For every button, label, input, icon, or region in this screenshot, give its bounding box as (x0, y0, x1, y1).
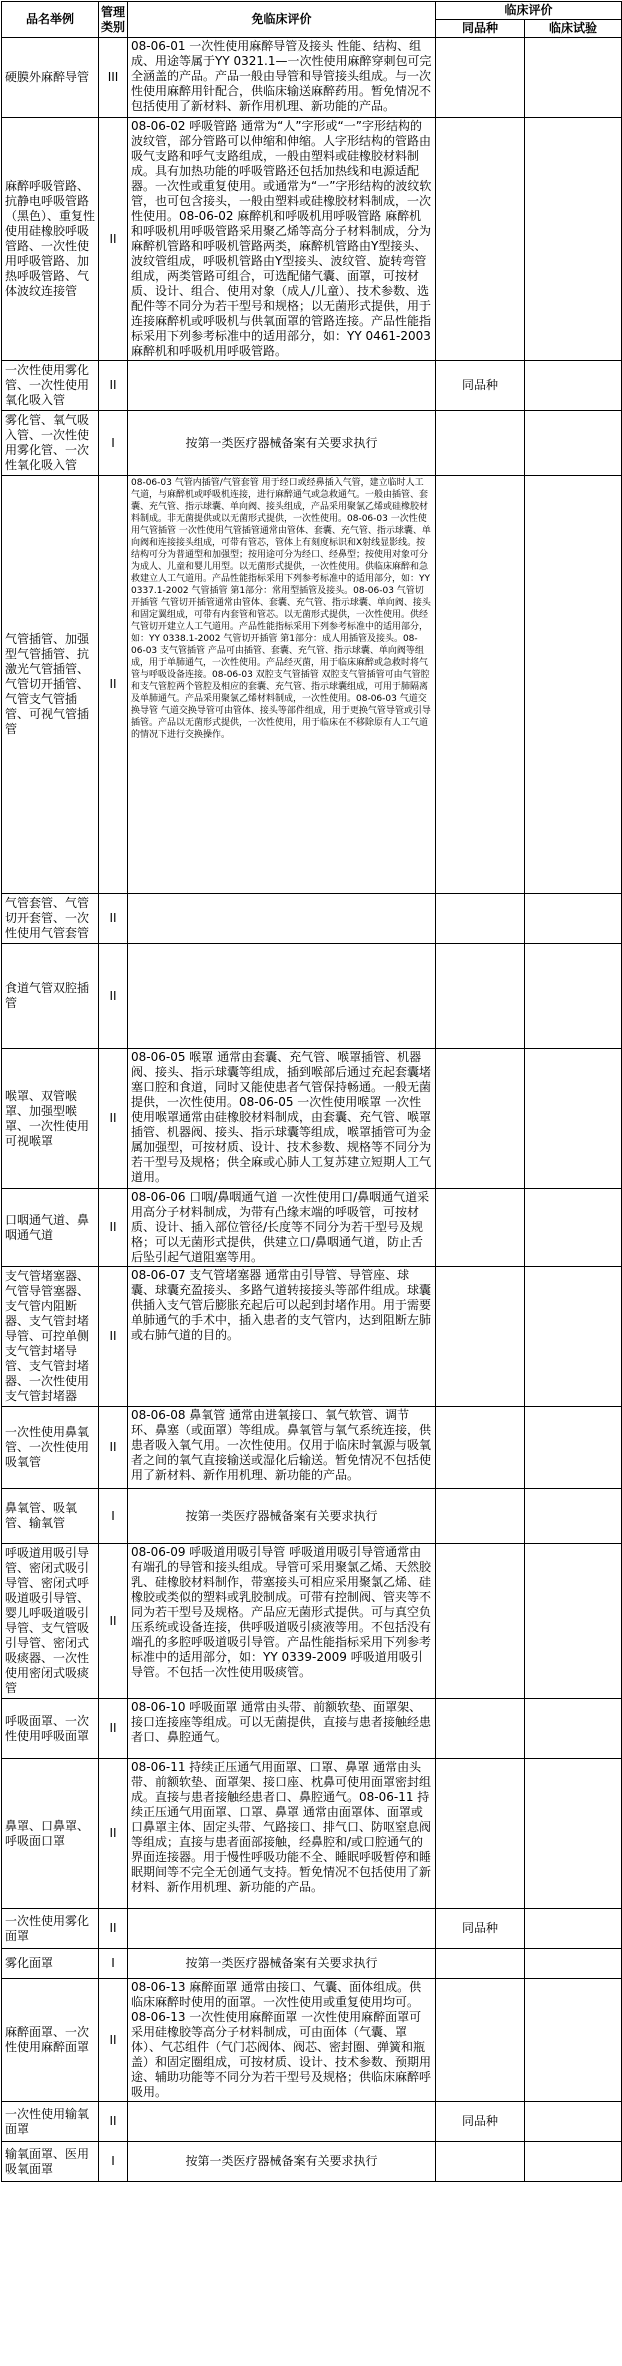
product-name-cell: 鼻罩、口鼻罩、呼吸面口罩 (2, 1759, 99, 1909)
clinical-trial-cell (525, 1407, 622, 1489)
class-cell: II (99, 2102, 128, 2142)
exempt-description-cell (128, 944, 436, 1049)
header-clinical-trial: 临床试验 (525, 20, 622, 38)
class-cell: II (99, 361, 128, 411)
exempt-description-cell (128, 894, 436, 944)
exempt-description-cell: 按第一类医疗器械备案有关要求执行 (128, 2142, 436, 2182)
clinical-trial-cell (525, 894, 622, 944)
header-class: 管理类别 (99, 2, 128, 38)
table-row (2, 2142, 622, 2182)
exempt-description-cell: 按第一类医疗器械备案有关要求执行 (128, 1949, 436, 1979)
class-cell: II (99, 118, 128, 361)
product-name-cell: 麻醉面罩、一次性使用麻醉面罩 (2, 1979, 99, 2102)
same-type-cell (436, 476, 525, 894)
table-row (2, 411, 622, 476)
same-type-cell (436, 1759, 525, 1909)
class-cell: II (99, 1544, 128, 1699)
table-row (2, 2102, 622, 2142)
product-name-cell: 口咽通气道、鼻咽通气道 (2, 1189, 99, 1267)
exempt-description-cell: 08-06-03 气管内插管/气管套管 用于经口或经鼻插入气管，建立临时人工气道，与麻醉机或呼吸机连接，进行麻醉通气或急救通气。一般由插管、套囊、充气管、指示球囊、单向阀、接头组成，产品采用聚氯乙烯或硅橡胶材料制成。非无菌提供或以无菌形式提供，一次性使用。08-06-03 一次性使用气管插管 一次性使用气管插管通常由管体、套囊、充气管、指示球囊、单向阀和连接接头组成，可带有管芯，管体上有刻度标识和X射线显影线。按结构可分为普通型和加强型；按用途可分为经口、经鼻型；按使用对象可分为成人、儿童和婴儿用型。以无菌形式提供，一次性使用。供临床麻醉和急救建立人工气道用。产品性能指标采用下列参考标准中的适用部分，如：YY 0337.1-2002 气管插管 第1部分：常用型插管及接头。08-06-03 气管切开插管 气管切开插管通常由管体、套囊、充气管、指示球囊、单向阀、接头和固定翼组成，可带有内套管和管芯。以无菌形式提供，一次性使用。供经气管切开建立人工气道用。产品性能指标采用下列参考标准中的适用部分，如：YY 0338.1-2002 气管切开插管 第1部分：成人用插管及接头。08-06-03 支气管插管 产品可由插管、套囊、充气管、指示球囊、单向阀等组成，用于单肺通气，一次性使用。产品经灭菌，用于临床麻醉或急救时将气管与呼吸设备连接。08-06-03 双腔支气管插管 双腔支气管插管可由气管腔和支气管腔两个管腔及相应的套囊、充气管、指示球囊组成，可用于肺隔离及单肺通气。产品采用聚氯乙烯材料制成，一次性使用。08-06-03 气道交换导管 气道交换导管可由管体、接头等部件组成，用于更换气管导管或引导插管。产品以无菌形式提供，一次性使用，用于临床在不移除原有人工气道的情况下进行交换操作。 (128, 476, 436, 894)
table-row (2, 1699, 622, 1759)
clinical-trial-cell (525, 2102, 622, 2142)
product-name-cell: 呼吸道用吸引导管、密闭式吸引导管、密闭式呼吸道吸引导管、婴儿呼吸道吸引导管、支气管吸引导管、密闭式吸痰器、一次性使用密闭式吸痰管 (2, 1544, 99, 1699)
clinical-trial-cell (525, 1267, 622, 1407)
class-cell: II (99, 1979, 128, 2102)
same-type-cell (436, 2142, 525, 2182)
product-table (1, 1, 622, 2182)
same-type-cell (436, 1407, 525, 1489)
class-cell: I (99, 411, 128, 476)
class-cell: III (99, 38, 128, 118)
exempt-description-cell: 08-06-08 鼻氧管 通常由进氧接口、氧气软管、调节环、鼻塞（或面罩）等组成。鼻氧管与氧气系统连接，供患者吸入氧气用。一次性使用。仅用于临床时氧源与吸氧者之间的氧气直接输送或湿化后输送。暂免情况不包括使用了新材料、新作用机理、新功能的产品。 (128, 1407, 436, 1489)
product-name-cell: 麻醉呼吸管路、抗静电呼吸管路（黑色）、重复性使用硅橡胶呼吸管路、一次性使用呼吸管路、加热呼吸管路、气体波纹连接管 (2, 118, 99, 361)
table-row (2, 894, 622, 944)
class-cell: II (99, 1049, 128, 1189)
header-exempt: 免临床评价 (128, 2, 436, 38)
class-cell: II (99, 1189, 128, 1267)
exempt-description-cell (128, 1909, 436, 1949)
exempt-description-cell: 08-06-02 呼吸管路 通常为“人”字形或“一”字形结构的波纹管，部分管路可以伸缩和伸缩。人字形结构的管路由吸气支路和呼气支路组成，一般由塑料或硅橡胶材料制成。具有加热功能的呼吸管路还包括加热线和电源适配器。一次性或重复使用。或通常为“一”字形结构的波纹软管，也可包含接头，一般由塑料或硅橡胶材料制成，一次性使用。08-06-02 麻醉机和呼吸机用呼吸管路 麻醉机和呼吸机用呼吸管路采用聚乙烯等高分子材料制成，分为麻醉机管路和呼吸机管路两类，麻醉机管路由Y型接头、波纹管组成，呼吸机管路由Y型接头、波纹管、旋转弯管组成，两类管路可组合，可选配储气囊、面罩，可按材质、设计、组合、使用对象（成人/儿童）、技术参数、选配件等不同分为若干型号和规格；以无菌形式提供，用于连接麻醉机或呼吸机与供氧面罩的管路连接。产品性能指标采用下列参考标准中的适用部分，如：YY 0461-2003 麻醉机和呼吸机用呼吸管路。 (128, 118, 436, 361)
clinical-trial-cell (525, 2142, 622, 2182)
header-name: 品名举例 (2, 2, 99, 38)
class-cell: II (99, 1909, 128, 1949)
header-clinical-eval: 临床评价 (436, 2, 622, 20)
table-row (2, 38, 622, 118)
class-cell: I (99, 2142, 128, 2182)
product-name-cell: 呼吸面罩、一次性使用呼吸面罩 (2, 1699, 99, 1759)
clinical-trial-cell (525, 361, 622, 411)
same-type-cell (436, 411, 525, 476)
clinical-trial-cell (525, 1544, 622, 1699)
same-type-cell (436, 1267, 525, 1407)
class-cell: II (99, 1267, 128, 1407)
exempt-description-cell: 08-06-11 持续正压通气用面罩、口罩、鼻罩 通常由头带、前额软垫、面罩架、接口座、枕鼻可使用面罩密封组成。直接与患者接触经患者口、鼻腔通气。08-06-11 持续正压通气用面罩、口罩、鼻罩 通常由面罩体、面罩或口鼻罩主体、固定头带、气路接口、排气口、防呕窒息阀等组成；直接与患者面部接触，经鼻腔和/或口腔通气的界面连接器。用于慢性呼吸功能不全、睡眠呼吸暂停和睡眠期间等不完全无创通气支持。暂免情况不包括使用了新材料、新作用机理、新功能的产品。 (128, 1759, 436, 1909)
class-cell: II (99, 1699, 128, 1759)
header-same-type: 同品种 (436, 20, 525, 38)
class-cell: II (99, 1407, 128, 1489)
exempt-description-cell: 08-06-13 麻醉面罩 通常由接口、气囊、面体组成。供临床麻醉时使用的面罩。一次性使用或重复使用均可。08-06-13 一次性使用麻醉面罩 一次性使用麻醉面罩可采用硅橡胶等高分子材料制成，可由面体（气囊、罩体）、气芯组件（气门芯阀体、阀芯、密封圈、弹簧和瓶盖）和固定圈组成，可按材质、设计、技术参数、预期用途、辅助功能等不同分为若干型号及规格；供临床麻醉呼吸用。 (128, 1979, 436, 2102)
same-type-cell: 同品种 (436, 361, 525, 411)
exempt-description-cell: 08-06-06 口咽/鼻咽通气道 一次性使用口/鼻咽通气道采用高分子材料制成，为带有凸缘末端的呼吸管，可按材质、设计、插入部位管径/长度等不同分为若干型号及规格；可以无菌形式提供，供建立口/鼻咽通气道，防止舌后坠引起气道阻塞等用。 (128, 1189, 436, 1267)
clinical-trial-cell (525, 944, 622, 1049)
exempt-description-cell: 08-06-09 呼吸道用吸引导管 呼吸道用吸引导管通常由有端孔的导管和接头组成。导管可采用聚氯乙烯、天然胶乳、硅橡胶材料制作，带塞接头可相应采用聚氯乙烯、硅橡胶或类似的塑料或乳胶制成。可带有控制阀、管夹等不同为若干型号及规格。产品应无菌形式提供。可与真空负压系统或设备连接，供呼吸道吸引痰液等用。不包括没有端孔的多腔呼吸道吸引导管。产品性能指标采用下列参考标准中的适用部分，如：YY 0339-2009 呼吸道用吸引导管。不包括一次性使用吸痰管。 (128, 1544, 436, 1699)
table-row (2, 1049, 622, 1189)
product-name-cell: 支气管堵塞器、气管导管塞器、支气管内阻断器、支气管封堵导管、可控单侧支气管封堵导管、支气管封堵器、一次性使用支气管封堵器 (2, 1267, 99, 1407)
clinical-trial-cell (525, 1189, 622, 1267)
same-type-cell: 同品种 (436, 2102, 525, 2142)
clinical-trial-cell (525, 1759, 622, 1909)
table-row (2, 476, 622, 894)
table-row (2, 1759, 622, 1909)
clinical-trial-cell (525, 1909, 622, 1949)
table-row (2, 1267, 622, 1407)
class-cell: II (99, 944, 128, 1049)
same-type-cell (436, 1544, 525, 1699)
product-name-cell: 输氧面罩、医用吸氧面罩 (2, 2142, 99, 2182)
product-name-cell: 喉罩、双管喉罩、加强型喉罩、一次性使用可视喉罩 (2, 1049, 99, 1189)
clinical-trial-cell (525, 1049, 622, 1189)
product-name-cell: 气管插管、加强型气管插管、抗激光气管插管、气管切开插管、气管支气管插管、可视气管插管 (2, 476, 99, 894)
table-body (2, 38, 622, 2182)
same-type-cell (436, 1979, 525, 2102)
clinical-trial-cell (525, 476, 622, 894)
table-row (2, 118, 622, 361)
exempt-description-cell: 08-06-01 一次性使用麻醉导管及接头 性能、结构、组成、用途等属于YY 0321.1—一次性使用麻醉穿刺包可完全涵盖的产品。产品一般由导管和导管接头组成。与一次性使用麻醉用针配合，供临床输送麻醉药用。暂免情况不包括使用了新材料、新作用机理、新功能的产品。 (128, 38, 436, 118)
product-name-cell: 一次性使用雾化面罩 (2, 1909, 99, 1949)
table-row (2, 1544, 622, 1699)
exempt-description-cell (128, 2102, 436, 2142)
table-row (2, 1949, 622, 1979)
table-row (2, 361, 622, 411)
clinical-trial-cell (525, 411, 622, 476)
exempt-description-cell: 08-06-05 喉罩 通常由套囊、充气管、喉罩插管、机器阀、接头、指示球囊等组成，插到喉部后通过充起套囊堵塞口腔和食道，同时又能使患者气管保持畅通。一般无菌提供，一次性使用。08-06-05 一次性使用喉罩 一次性使用喉罩通常由硅橡胶材料制成，由套囊、充气管、喉罩插管、机器阀、接头、指示球囊等组成，喉罩插管可为金属加强型，可按材质、设计、技术参数、规格等不同分为若干型号及规格；供全麻或心肺人工复苏建立短期人工气道用。 (128, 1049, 436, 1189)
product-name-cell: 鼻氧管、吸氧管、输氧管 (2, 1489, 99, 1544)
same-type-cell: 同品种 (436, 1909, 525, 1949)
same-type-cell (436, 944, 525, 1049)
exempt-description-cell: 按第一类医疗器械备案有关要求执行 (128, 411, 436, 476)
same-type-cell (436, 118, 525, 361)
same-type-cell (436, 1699, 525, 1759)
same-type-cell (436, 1489, 525, 1544)
clinical-trial-cell (525, 118, 622, 361)
table-row (2, 1407, 622, 1489)
product-name-cell: 雾化管、氧气吸入管、一次性使用雾化管、一次性氧化吸入管 (2, 411, 99, 476)
same-type-cell (436, 1049, 525, 1189)
same-type-cell (436, 38, 525, 118)
same-type-cell (436, 1949, 525, 1979)
product-name-cell: 气管套管、气管切开套管、一次性使用气管套管 (2, 894, 99, 944)
exempt-description-cell: 按第一类医疗器械备案有关要求执行 (128, 1489, 436, 1544)
product-name-cell: 硬膜外麻醉导管 (2, 38, 99, 118)
product-name-cell: 食道气管双腔插管 (2, 944, 99, 1049)
product-name-cell: 一次性使用鼻氧管、一次性使用吸氧管 (2, 1407, 99, 1489)
clinical-trial-cell (525, 1699, 622, 1759)
product-name-cell: 一次性使用输氧面罩 (2, 2102, 99, 2142)
product-name-cell: 一次性使用雾化管、一次性使用氧化吸入管 (2, 361, 99, 411)
table-row (2, 944, 622, 1049)
clinical-trial-cell (525, 1949, 622, 1979)
class-cell: II (99, 476, 128, 894)
table-row (2, 1489, 622, 1544)
class-cell: II (99, 1759, 128, 1909)
exempt-description-cell (128, 361, 436, 411)
same-type-cell (436, 894, 525, 944)
class-cell: II (99, 894, 128, 944)
table-row (2, 1979, 622, 2102)
clinical-trial-cell (525, 1979, 622, 2102)
class-cell: I (99, 1949, 128, 1979)
clinical-trial-cell (525, 1489, 622, 1544)
product-name-cell: 雾化面罩 (2, 1949, 99, 1979)
class-cell: I (99, 1489, 128, 1544)
table-row (2, 1189, 622, 1267)
table-row (2, 1909, 622, 1949)
same-type-cell (436, 1189, 525, 1267)
clinical-trial-cell (525, 38, 622, 118)
exempt-description-cell: 08-06-10 呼吸面罩 通常由头带、前额软垫、面罩架、接口连接座等组成。可以无菌提供，直接与患者接触经患者口、鼻腔通气。 (128, 1699, 436, 1759)
exempt-description-cell: 08-06-07 支气管堵塞器 通常由引导管、导管座、球囊、球囊充盈接头、多路气道转接接头等部件组成。球囊供插入支气管后膨胀充起后可以起到封堵作用。用于需要单肺通气的手术中，插入患者的支气管内，达到阻断左肺或右肺气道的目的。 (128, 1267, 436, 1407)
